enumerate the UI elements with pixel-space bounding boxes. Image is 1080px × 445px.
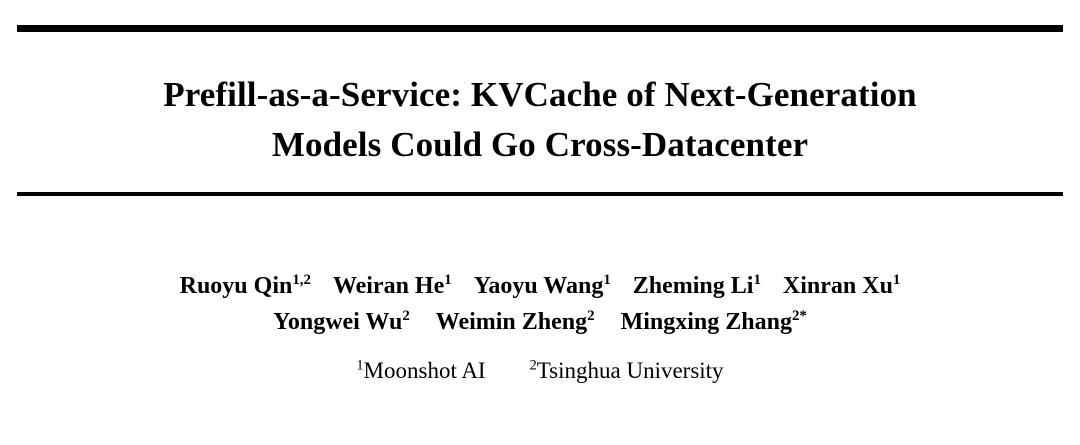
header-rule-bottom xyxy=(17,192,1063,196)
title-line-2: Models Could Go Cross-Datacenter xyxy=(271,125,809,164)
author-name: Weiran He xyxy=(332,273,445,299)
affiliation-entry xyxy=(530,356,724,386)
author-affiliation-mark: 2 xyxy=(587,308,595,324)
author-entry xyxy=(633,268,761,304)
author-entry xyxy=(474,268,611,304)
affiliation-name: Moonshot AI xyxy=(363,358,486,383)
author-name: Yongwei Wu xyxy=(273,309,403,335)
paper-title xyxy=(0,70,1080,170)
author-affiliation-mark: 1 xyxy=(603,272,611,288)
author-affiliation-mark: 2* xyxy=(791,308,807,324)
affiliation-name: Tsinghua University xyxy=(536,358,724,383)
author-name: Weimin Zheng xyxy=(435,309,588,335)
author-entry xyxy=(621,304,807,340)
author-name: Ruoyu Qin xyxy=(179,273,293,299)
author-list xyxy=(0,268,1080,386)
affiliation-entry xyxy=(356,356,485,386)
author-affiliation-mark: 2 xyxy=(402,308,410,324)
author-row-1 xyxy=(0,268,1080,304)
author-name: Zheming Li xyxy=(632,273,754,299)
affiliation-mark: 1 xyxy=(356,357,364,374)
affiliation-mark: 2 xyxy=(529,357,537,374)
author-affiliation-mark: 1 xyxy=(892,272,901,288)
author-entry xyxy=(180,268,311,304)
author-entry xyxy=(436,304,595,340)
author-name: Yaoyu Wang xyxy=(473,273,604,299)
author-name: Xinran Xu xyxy=(782,273,893,299)
author-entry xyxy=(783,268,900,304)
author-affiliation-mark: 1 xyxy=(753,272,761,288)
author-affiliation-mark: 1 xyxy=(444,272,452,288)
affiliation-list xyxy=(0,356,1080,386)
author-affiliation-mark: 1,2 xyxy=(292,272,311,288)
title-line-1: Prefill-as-a-Service: KVCache of Next-Generation xyxy=(163,75,917,114)
author-name: Mingxing Zhang xyxy=(620,309,792,335)
header-rule-top xyxy=(17,25,1063,32)
author-entry xyxy=(333,268,452,304)
author-row-2 xyxy=(0,304,1080,340)
paper-header-page xyxy=(0,25,1080,445)
author-entry xyxy=(273,304,410,340)
